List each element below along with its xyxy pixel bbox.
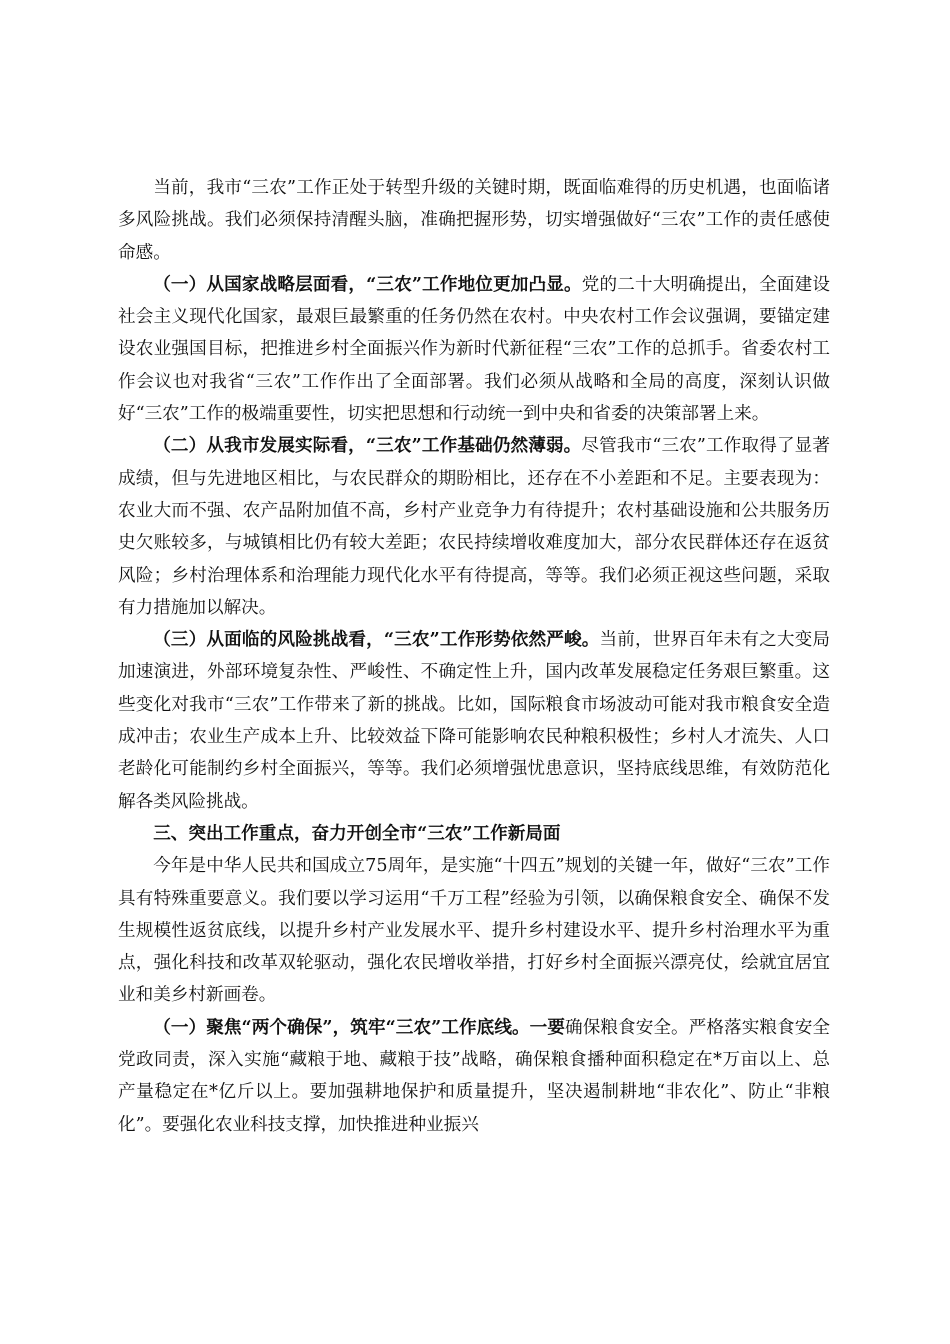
paragraph-year-overview — [118, 850, 830, 1011]
paragraph-intro — [118, 172, 830, 269]
paragraph-national-strategy — [118, 269, 830, 430]
paragraph-text: 今年是中华人民共和国成立75周年，是实施“十四五”规划的关键一年，做好“三农”工作具有特殊重要意义。我们要以学习运用“千万工程”经验为引领，以确保粮食安全、确保不发生规模性返贫底线，以提升乡村产业发展水平、提升乡村建设水平、提升乡村治理水平为重点，强化科技和改革双轮驱动，强化农民增收举措，打好乡村全面振兴漂亮仗，绘就宜居宜业和美乡村新画卷。 — [118, 856, 830, 1006]
paragraph-text: 确保粮食安全。严格落实粮食安全党政同责，深入实施“藏粮于地、藏粮于技”战略，确保粮食播种面积稳定在*万亩以上、总产量稳定在*亿斤以上。要加强耕地保护和质量提升，坚决遏制耕地“非农化”、防止“非粮化”。要强化农业科技支撑，加快推进种业振兴 — [118, 1017, 830, 1135]
document-body — [118, 172, 830, 1141]
paragraph-text: 当前，世界百年未有之大变局加速演进，外部环境复杂性、严峻性、不确定性上升，国内改革发展稳定任务艰巨繁重。这些变化对我市“三农”工作带来了新的挑战。比如，国际粮食市场波动可能对我市粮食安全造成冲击；农业生产成本上升、比较效益下降可能影响农民种粮积极性；乡村人才流失、人口老龄化可能制约乡村全面振兴，等等。我们必须增强忧患意识，坚持底线思维，有效防范化解各类风险挑战。 — [118, 630, 830, 812]
paragraph-two-guarantees — [118, 1012, 830, 1141]
paragraph-text: 尽管我市“三农”工作取得了显著成绩，但与先进地区相比，与农民群众的期盼相比，还存在不小差距和不足。主要表现为：农业大而不强、农产品附加值不高，乡村产业竞争力有待提升；农村基础设施和公共服务历史欠账较多，与城镇相比仍有较大差距；农民持续增收难度加大，部分农民群体还存在返贫风险；乡村治理体系和治理能力现代化水平有待提高，等等。我们必须正视这些问题，采取有力措施加以解决。 — [118, 436, 830, 618]
paragraph-lead: （一）从国家战略层面看，“三农”工作地位更加凸显。 — [153, 273, 582, 295]
paragraph-city-reality — [118, 430, 830, 624]
section-heading: 三、突出工作重点，奋力开创全市“三农”工作新局面 — [153, 822, 561, 844]
paragraph-text: 党的二十大明确提出，全面建设社会主义现代化国家，最艰巨最繁重的任务仍然在农村。中央农村工作会议强调，要锚定建设农业强国目标，把推进乡村全面振兴作为新时代新征程“三农”工作的总抓手。省委农村工作会议也对我省“三农”工作作出了全面部署。我们必须从战略和全局的高度，深刻认识做好“三农”工作的极端重要性，切实把思想和行动统一到中央和省委的决策部署上来。 — [118, 274, 830, 425]
paragraph-lead: （二）从我市发展实际看，“三农”工作基础仍然薄弱。 — [153, 435, 582, 457]
paragraph-risk-challenges — [118, 624, 830, 818]
paragraph-lead: （一）聚焦“两个确保”，筑牢“三农”工作底线。一要 — [153, 1016, 566, 1038]
paragraph-text: 当前，我市“三农”工作正处于转型升级的关键时期，既面临难得的历史机遇，也面临诸多风险挑战。我们必须保持清醒头脑，准确把握形势，切实增强做好“三农”工作的责任感使命感。 — [118, 178, 830, 263]
paragraph-lead: （三）从面临的风险挑战看，“三农”工作形势依然严峻。 — [153, 629, 600, 651]
